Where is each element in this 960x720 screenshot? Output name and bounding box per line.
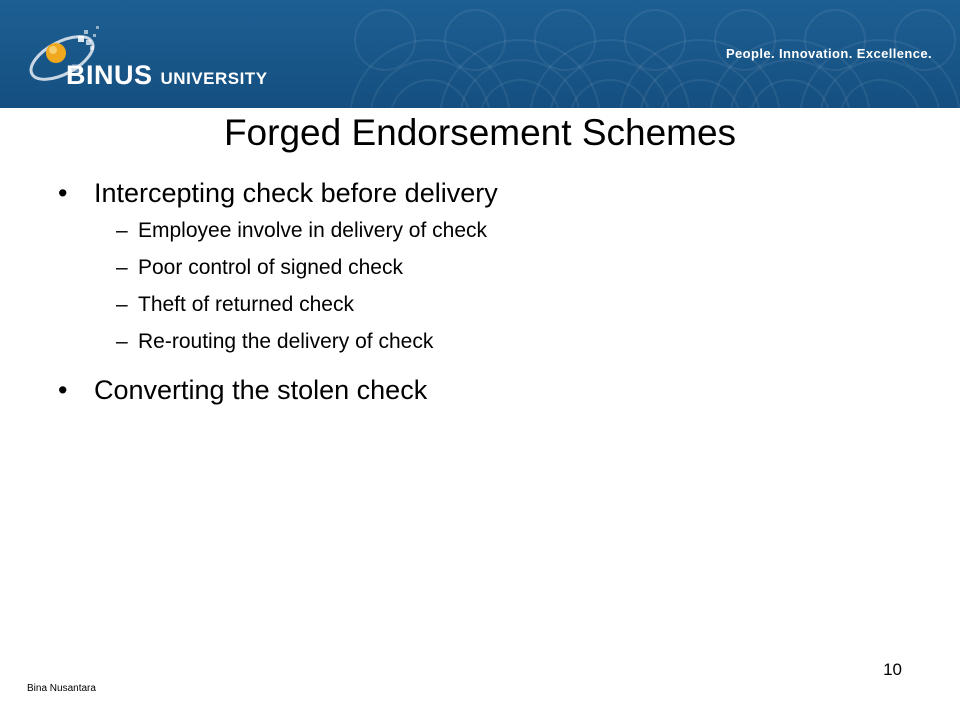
sub-bullet-marker: – <box>116 330 128 353</box>
bullet-list <box>58 178 918 412</box>
logo-name: BINUS <box>66 60 153 90</box>
slide-title: Forged Endorsement Schemes <box>223 112 737 153</box>
sub-bullet-marker: – <box>116 219 128 242</box>
sub-bullet-item <box>116 330 918 367</box>
bullet-text: Intercepting check before delivery <box>94 178 498 208</box>
sub-bullet-item <box>116 293 918 330</box>
sub-bullet-marker: – <box>116 293 128 316</box>
sub-bullet-item <box>116 256 918 293</box>
bullet-marker: • <box>58 178 68 208</box>
footer-organization: Bina Nusantara <box>27 683 96 694</box>
bullet-item <box>58 375 918 406</box>
header-banner <box>0 0 960 108</box>
sub-bullet-text: Re-routing the delivery of check <box>138 330 434 353</box>
bullet-marker: • <box>58 375 68 405</box>
sub-bullet-list <box>58 219 918 367</box>
bullet-text: Converting the stolen check <box>94 375 428 405</box>
logo-suffix: UNIVERSITY <box>160 69 268 88</box>
sub-bullet-text: Poor control of signed check <box>138 256 403 279</box>
bullet-item <box>58 178 918 209</box>
logo-wordmark <box>66 60 268 91</box>
page-number: 10 <box>883 660 902 679</box>
sub-bullet-item <box>116 219 918 256</box>
sub-bullet-marker: – <box>116 256 128 279</box>
sub-bullet-text: Employee involve in delivery of check <box>138 219 488 242</box>
sub-bullet-text: Theft of returned check <box>138 293 354 316</box>
tagline: People. Innovation. Excellence. <box>725 46 932 61</box>
